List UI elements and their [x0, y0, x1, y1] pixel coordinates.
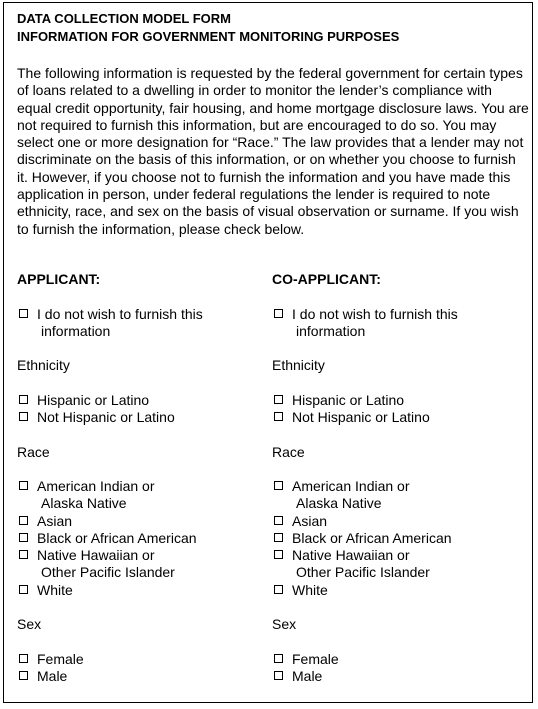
coapplicant-sex-label: Sex — [272, 616, 297, 632]
applicant-race-american-indian-continuation: Alaska Native — [41, 495, 127, 511]
coapplicant-decline-option[interactable]: I do not wish to furnish this — [272, 306, 458, 323]
intro-paragraph: The following information is requested by the federal government for certain types of loans related to a dwelling in order to monitor the lender’s compliance with equal credit opportunity, fair housing, and home mortgage disclosure laws. You are not required to furnish this information, but are encouraged to do so. You may select one or more designation for “Race.” The law provides that a lender may not discriminate on the basis of this information, or on whether you choose to furnish it. However, if you choose not to furnish the information and you have made this application in person, under federal regulations the lender is required to note ethnicity, race, and sex on the basis of visual observation or surname. If you wish to furnish the information, please check below. — [17, 65, 529, 237]
applicant-race-asian[interactable]: Asian — [17, 513, 72, 530]
checkbox-icon[interactable] — [19, 309, 28, 318]
applicant-race-black[interactable]: Black or African American — [17, 530, 197, 547]
checkbox-icon[interactable] — [274, 533, 283, 542]
checkbox-icon[interactable] — [274, 671, 283, 680]
checkbox-icon[interactable] — [19, 533, 28, 542]
checkbox-icon[interactable] — [274, 654, 283, 663]
applicant-sex-female[interactable]: Female — [17, 651, 84, 668]
coapplicant-race-hawaiian[interactable]: Native Hawaiian or — [272, 547, 410, 564]
applicant-race-american-indian[interactable]: American Indian or — [17, 478, 155, 495]
coapplicant-race-black[interactable]: Black or African American — [272, 530, 452, 547]
applicant-decline-option[interactable]: I do not wish to furnish this — [17, 306, 203, 323]
checkbox-icon[interactable] — [274, 412, 283, 421]
applicant-ethnicity-not-hispanic[interactable]: Not Hispanic or Latino — [17, 409, 175, 426]
checkbox-icon[interactable] — [19, 481, 28, 490]
coapplicant-race-hawaiian-continuation: Other Pacific Islander — [296, 564, 430, 580]
checkbox-icon[interactable] — [19, 671, 28, 680]
applicant-race-hawaiian[interactable]: Native Hawaiian or — [17, 547, 155, 564]
checkbox-icon[interactable] — [274, 309, 283, 318]
coapplicant-sex-female[interactable]: Female — [272, 651, 339, 668]
coapplicant-race-label: Race — [272, 444, 305, 460]
form-subtitle: INFORMATION FOR GOVERNMENT MONITORING PURPOSES — [17, 29, 400, 44]
checkbox-icon[interactable] — [274, 550, 283, 559]
coapplicant-heading: CO-APPLICANT: — [272, 271, 381, 287]
applicant-ethnicity-label: Ethnicity — [17, 357, 70, 373]
coapplicant-decline-continuation: information — [296, 323, 366, 339]
checkbox-icon[interactable] — [274, 585, 283, 594]
checkbox-icon[interactable] — [19, 412, 28, 421]
coapplicant-sex-male[interactable]: Male — [272, 668, 322, 685]
checkbox-icon[interactable] — [274, 516, 283, 525]
checkbox-icon[interactable] — [19, 654, 28, 663]
checkbox-icon[interactable] — [274, 395, 283, 404]
checkbox-icon[interactable] — [19, 550, 28, 559]
coapplicant-ethnicity-label: Ethnicity — [272, 357, 325, 373]
coapplicant-race-asian[interactable]: Asian — [272, 513, 327, 530]
data-collection-form — [3, 2, 533, 703]
applicant-decline-continuation: information — [41, 323, 111, 339]
coapplicant-ethnicity-hispanic[interactable]: Hispanic or Latino — [272, 392, 404, 409]
applicant-heading: APPLICANT: — [17, 271, 101, 287]
coapplicant-race-white[interactable]: White — [272, 582, 328, 599]
checkbox-icon[interactable] — [19, 516, 28, 525]
applicant-race-white[interactable]: White — [17, 582, 73, 599]
coapplicant-race-american-indian-continuation: Alaska Native — [296, 495, 382, 511]
checkbox-icon[interactable] — [19, 395, 28, 404]
applicant-sex-male[interactable]: Male — [17, 668, 67, 685]
applicant-sex-label: Sex — [17, 616, 42, 632]
applicant-race-label: Race — [17, 444, 50, 460]
applicant-race-hawaiian-continuation: Other Pacific Islander — [41, 564, 175, 580]
form-title: DATA COLLECTION MODEL FORM — [17, 11, 231, 26]
applicant-ethnicity-hispanic[interactable]: Hispanic or Latino — [17, 392, 149, 409]
checkbox-icon[interactable] — [274, 481, 283, 490]
coapplicant-ethnicity-not-hispanic[interactable]: Not Hispanic or Latino — [272, 409, 430, 426]
coapplicant-race-american-indian[interactable]: American Indian or — [272, 478, 410, 495]
checkbox-icon[interactable] — [19, 585, 28, 594]
